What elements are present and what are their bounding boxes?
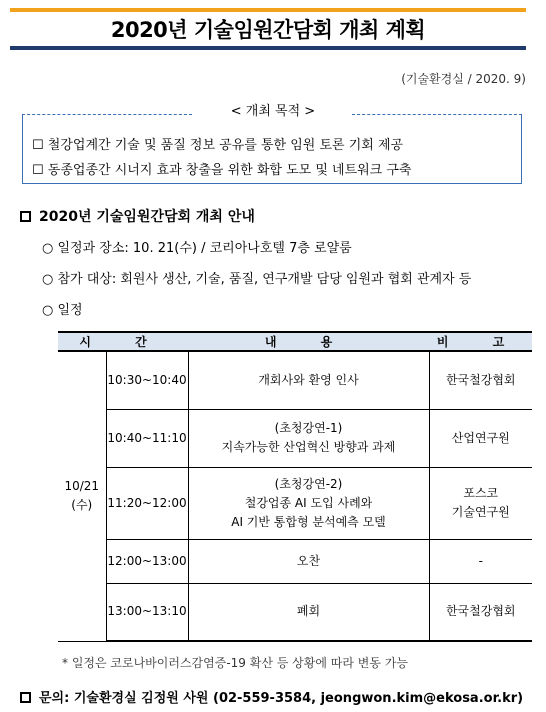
section-title xyxy=(20,206,255,226)
note-line: 기술연구원 xyxy=(451,505,510,519)
title-banner xyxy=(10,8,526,50)
content-line: AI 기반 통합형 분석예측 모델 xyxy=(231,514,386,529)
header-note: 비 고 xyxy=(429,332,532,351)
content-cell xyxy=(188,539,429,583)
table-header-row xyxy=(58,332,532,351)
table-row xyxy=(58,467,532,539)
bullet-item: ○ 일정과 장소: 10. 21(수) / 코리아나호텔 7층 로얄룸 xyxy=(42,241,352,256)
schedule-table xyxy=(58,331,532,642)
content-cell xyxy=(188,467,429,539)
header-time: 시 간 xyxy=(58,332,188,351)
contact-text: 문의: 기술환경실 김정원 사원 (02-559-3584, jeongwon.kim@ekosa.or.kr) xyxy=(39,691,524,706)
bullet-item: ○ 참가 대상: 회원사 생산, 기술, 품질, 연구개발 담당 임원과 협회 관계자 등 xyxy=(42,272,472,287)
note-cell xyxy=(429,351,532,409)
contact-line xyxy=(20,687,523,706)
table-row xyxy=(58,539,532,583)
content-cell xyxy=(188,409,429,467)
bullet-item: ○ 일정 xyxy=(42,303,83,318)
day-text: (수) xyxy=(71,498,93,513)
page-title: 2020년 기술임원간담회 개최 계획 xyxy=(110,18,426,42)
table-row xyxy=(58,583,532,641)
content-line: 오찬 xyxy=(296,553,321,568)
section-title-text: 2020년 기술임원간담회 개최 안내 xyxy=(39,209,255,225)
time-cell: 11:20~12:00 xyxy=(106,467,188,539)
note-line: 한국철강협회 xyxy=(445,604,516,619)
note-line: - xyxy=(478,553,483,568)
content-line: (초청강연-2) xyxy=(274,476,343,491)
purpose-label: < 개최 목적 > xyxy=(230,104,316,119)
header-content: 내 용 xyxy=(188,332,429,351)
time-cell: 10:40~11:10 xyxy=(106,409,188,467)
purpose-item: ☐ 철강업계간 기술 및 품질 정보 공유를 통한 임원 토론 기회 제공 xyxy=(32,138,404,153)
note-cell xyxy=(429,539,532,583)
table-row xyxy=(58,351,532,409)
note-line: 포스코 xyxy=(463,486,499,500)
content-line: 지속가능한 산업혁신 방향과 과제 xyxy=(221,440,396,454)
content-cell xyxy=(188,583,429,641)
time-cell: 10:30~10:40 xyxy=(106,351,188,409)
content-line: 개회사와 환영 인사 xyxy=(258,372,359,387)
date-cell xyxy=(58,351,106,641)
time-cell: 13:00~13:10 xyxy=(106,583,188,641)
date-text: 10/21 xyxy=(64,479,100,494)
note-cell xyxy=(429,583,532,641)
note-cell xyxy=(429,467,532,539)
purpose-item: ☐ 동종업종간 시너지 효과 창출을 위한 화합 도모 및 네트워크 구축 xyxy=(32,163,412,178)
checkbox-icon xyxy=(20,211,31,222)
checkbox-icon xyxy=(20,692,31,703)
dept-date: (기술환경실 / 2020. 9) xyxy=(401,72,526,86)
note-line: 산업연구원 xyxy=(451,430,510,445)
time-cell: 12:00~13:00 xyxy=(106,539,188,583)
schedule-footnote: * 일정은 코로나바이러스감염증-19 확산 등 상황에 따라 변동 가능 xyxy=(62,656,408,670)
content-line: 폐회 xyxy=(296,604,321,619)
content-cell xyxy=(188,351,429,409)
content-line: (초청강연-1) xyxy=(274,421,343,435)
table-row xyxy=(58,409,532,467)
note-cell xyxy=(429,409,532,467)
title-top-bar xyxy=(10,8,526,12)
note-line: 한국철강협회 xyxy=(445,372,516,387)
title-bottom-bar xyxy=(10,46,526,50)
content-line: 철강업종 AI 도입 사례와 xyxy=(244,495,373,510)
